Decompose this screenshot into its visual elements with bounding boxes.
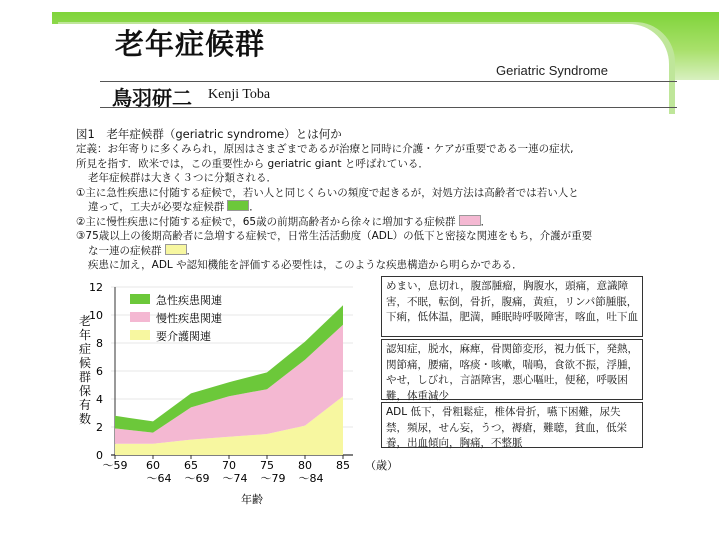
care-color-swatch [165,244,187,255]
x-tick-label: 70 [222,459,236,472]
x-tick-label: ～64 [146,472,172,485]
chronic-color-swatch [459,215,481,226]
x-tick-label: 80 [298,459,312,472]
y-tick-label: 8 [96,337,103,350]
legend-label: 要介護関連 [156,330,211,343]
x-tick-label: ～74 [222,472,248,485]
author-name-jp: 鳥羽研二 [112,86,192,110]
definition-line-2: 所見を指す．欧米では，この重要性から geriatric giant と呼ばれている． [76,157,429,170]
y-tick-label: 10 [89,309,103,322]
x-tick-label: ～69 [184,472,210,485]
y-axis-label-char: 症 [78,342,92,356]
chronic-symptoms-text: 認知症，脱水，麻痺，骨関節変形，視力低下，発熱，関節痛，腰痛，喀痰・咳嗽，喘鳴，食欲不振，浮腫，やせ，しびれ，言語障害，悪心嘔吐，便秘，呼吸困難，体重減少 [386,343,638,402]
y-axis-label-char: 年 [78,328,92,342]
y-axis-label-char: 有 [78,398,92,412]
legend-label: 慢性疾患関連 [156,312,222,325]
y-axis-label-char: 候 [78,356,92,370]
author-divider [100,107,677,108]
acute-symptoms-panel [381,276,643,337]
legend-swatch [130,312,150,322]
y-axis-label-char: 群 [78,370,92,384]
care-symptoms-text: ADL 低下，骨粗鬆症，椎体骨折，嚥下困難，尿失禁，頻尿，せん妄，うつ，褥瘡，難聴，貧血，低栄養，出血傾向，胸痛，不整脈 [386,406,628,449]
y-tick-label: 0 [96,449,103,462]
x-tick-label: 60 [146,459,160,472]
acute-color-swatch [227,200,249,211]
category-1-line-1: ①主に急性疾患に付随する症候で，若い人と同じくらいの頻度で起きるが，対処方法は高齢者では若い人と [76,186,579,199]
chronic-symptoms-panel [381,339,643,400]
classification-intro: 老年症候群は大きく３つに分類される． [88,172,277,184]
y-axis-label-char: 数 [78,412,92,426]
x-tick-label: ～84 [298,472,324,485]
care-symptoms-panel [381,402,643,448]
definition-line-1: 定義：お年寄りに多くみられ，原因はさまざまであるが治療と同時に介護・ケアが重要である一連の症状, [76,143,574,155]
y-tick-label: 2 [96,421,103,434]
figure-description [76,142,656,273]
y-tick-label: 12 [89,281,103,294]
syndrome-area-chart [70,275,398,515]
conclusion-line: 疾患に加え，ADL や認知機能を評価する必要性は，このような疾患構造から明らかである． [88,259,523,271]
x-tick-label: 85 [336,459,350,472]
page-title: 老年症候群 [115,27,266,61]
x-unit-label: （歳） [365,459,398,472]
author-name-en: Kenji Toba [208,87,271,102]
legend-swatch [130,294,150,304]
acute-symptoms-text: めまい，息切れ，腹部腫瘤，胸腹水，頭痛，意識障害，不眠，転倒，骨折，腹痛，黄疸，リンパ節腫脹，下痢，低体温，肥満，睡眠時呼吸障害，喀血，吐下血 [386,280,638,323]
x-axis-label: 年齢 [241,493,263,506]
y-tick-label: 6 [96,365,103,378]
category-1-line-2: 違って，工夫が必要な症候群 ． [88,201,260,213]
x-tick-label: 65 [184,459,198,472]
english-subtitle: Geriatric Syndrome [496,63,608,78]
legend-label: 急性疾患関連 [156,294,222,307]
category-2-line: ②主に慢性疾患に付随する症候で，65歳の前期高齢者から徐々に増加する症候群 ． [76,215,492,228]
legend-swatch [130,330,150,340]
x-tick-label: ～79 [260,472,286,485]
y-axis-label-char: 老 [78,314,92,328]
figure-title: 図1 老年症候群（geriatric syndrome）とは何か [76,127,342,141]
x-tick-label: 75 [260,459,274,472]
category-3-line-2: な一連の症候群 ． [88,244,197,257]
x-tick-label: ～59 [102,459,128,472]
y-axis-label-char: 保 [78,384,92,398]
y-tick-label: 4 [96,393,103,406]
category-3-line-1: ③75歳以上の後期高齢者に急増する症候で，日常生活活動度（ADL）の低下と密接な関連をもち，介護が重要 [76,230,593,242]
